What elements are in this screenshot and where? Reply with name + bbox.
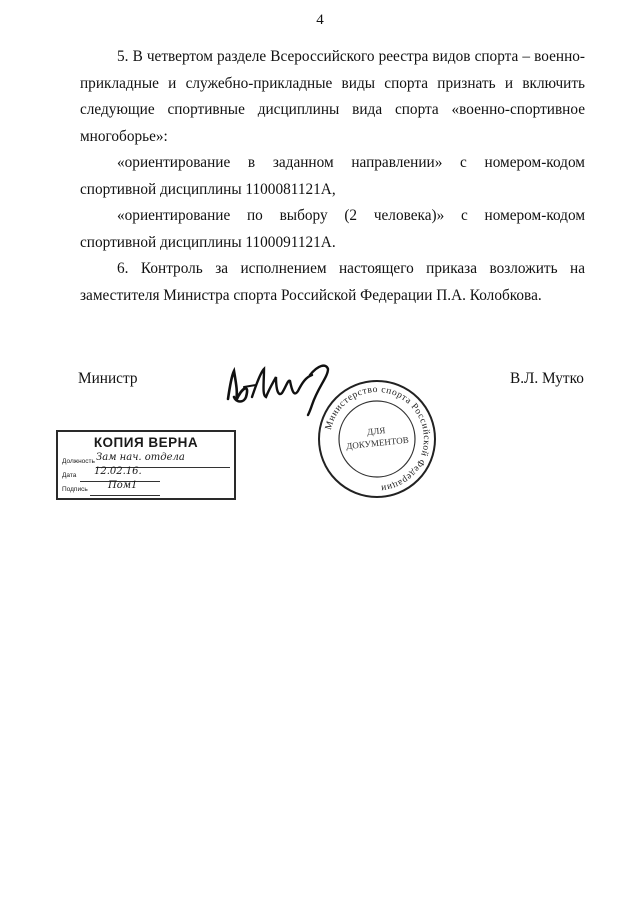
stamp-signature-line: [62, 480, 232, 493]
seal-center-line-1: ДЛЯ: [366, 425, 386, 437]
stamp-date-value: 12.02.16.: [94, 466, 142, 477]
stamp-title: КОПИЯ ВЕРНА: [93, 435, 199, 450]
stamp-signature-value: Пом1: [108, 480, 138, 491]
signer-title: Министр: [78, 370, 138, 387]
stamp-position-value: Зам нач. отдела: [96, 452, 185, 463]
stamp-date-line: [62, 466, 232, 479]
signer-name: В.Л. Мутко: [510, 370, 584, 387]
paragraph-5: 5. В четвертом разделе Всероссийского реестра видов спорта – военно-прикладные и служебно-прикладные виды спорта признать и включить следующие спортивные дисциплины вида спорта «военно-спортивное многоборье»:: [80, 48, 585, 145]
seal-center-line-2: ДОКУМЕНТОВ: [345, 434, 410, 452]
stamp-position-label: Должность: [62, 458, 95, 465]
stamp-position-line: [62, 452, 232, 465]
discipline-orienteering-choice: «ориентирование по выбору (2 человека)» с номером-кодом спортивной дисциплины 1100091121А.: [80, 207, 585, 251]
document-body: [80, 44, 585, 309]
paragraph-6: 6. Контроль за исполнением настоящего приказа возложить на заместителя Министра спорта Российской Федерации П.А. Колобкова.: [80, 260, 585, 304]
page-number: 4: [316, 12, 324, 28]
discipline-orienteering-direction: «ориентирование в заданном направлении» с номером-кодом спортивной дисциплины 1100081121А,: [80, 154, 585, 198]
seal-ring-text: Министерство спорта Российской Федерации: [323, 384, 432, 493]
stamp-date-label: Дата: [62, 472, 77, 479]
stamp-signature-label: Подпись: [62, 486, 88, 493]
copy-verified-stamp: [56, 430, 236, 500]
official-seal: [316, 378, 438, 500]
